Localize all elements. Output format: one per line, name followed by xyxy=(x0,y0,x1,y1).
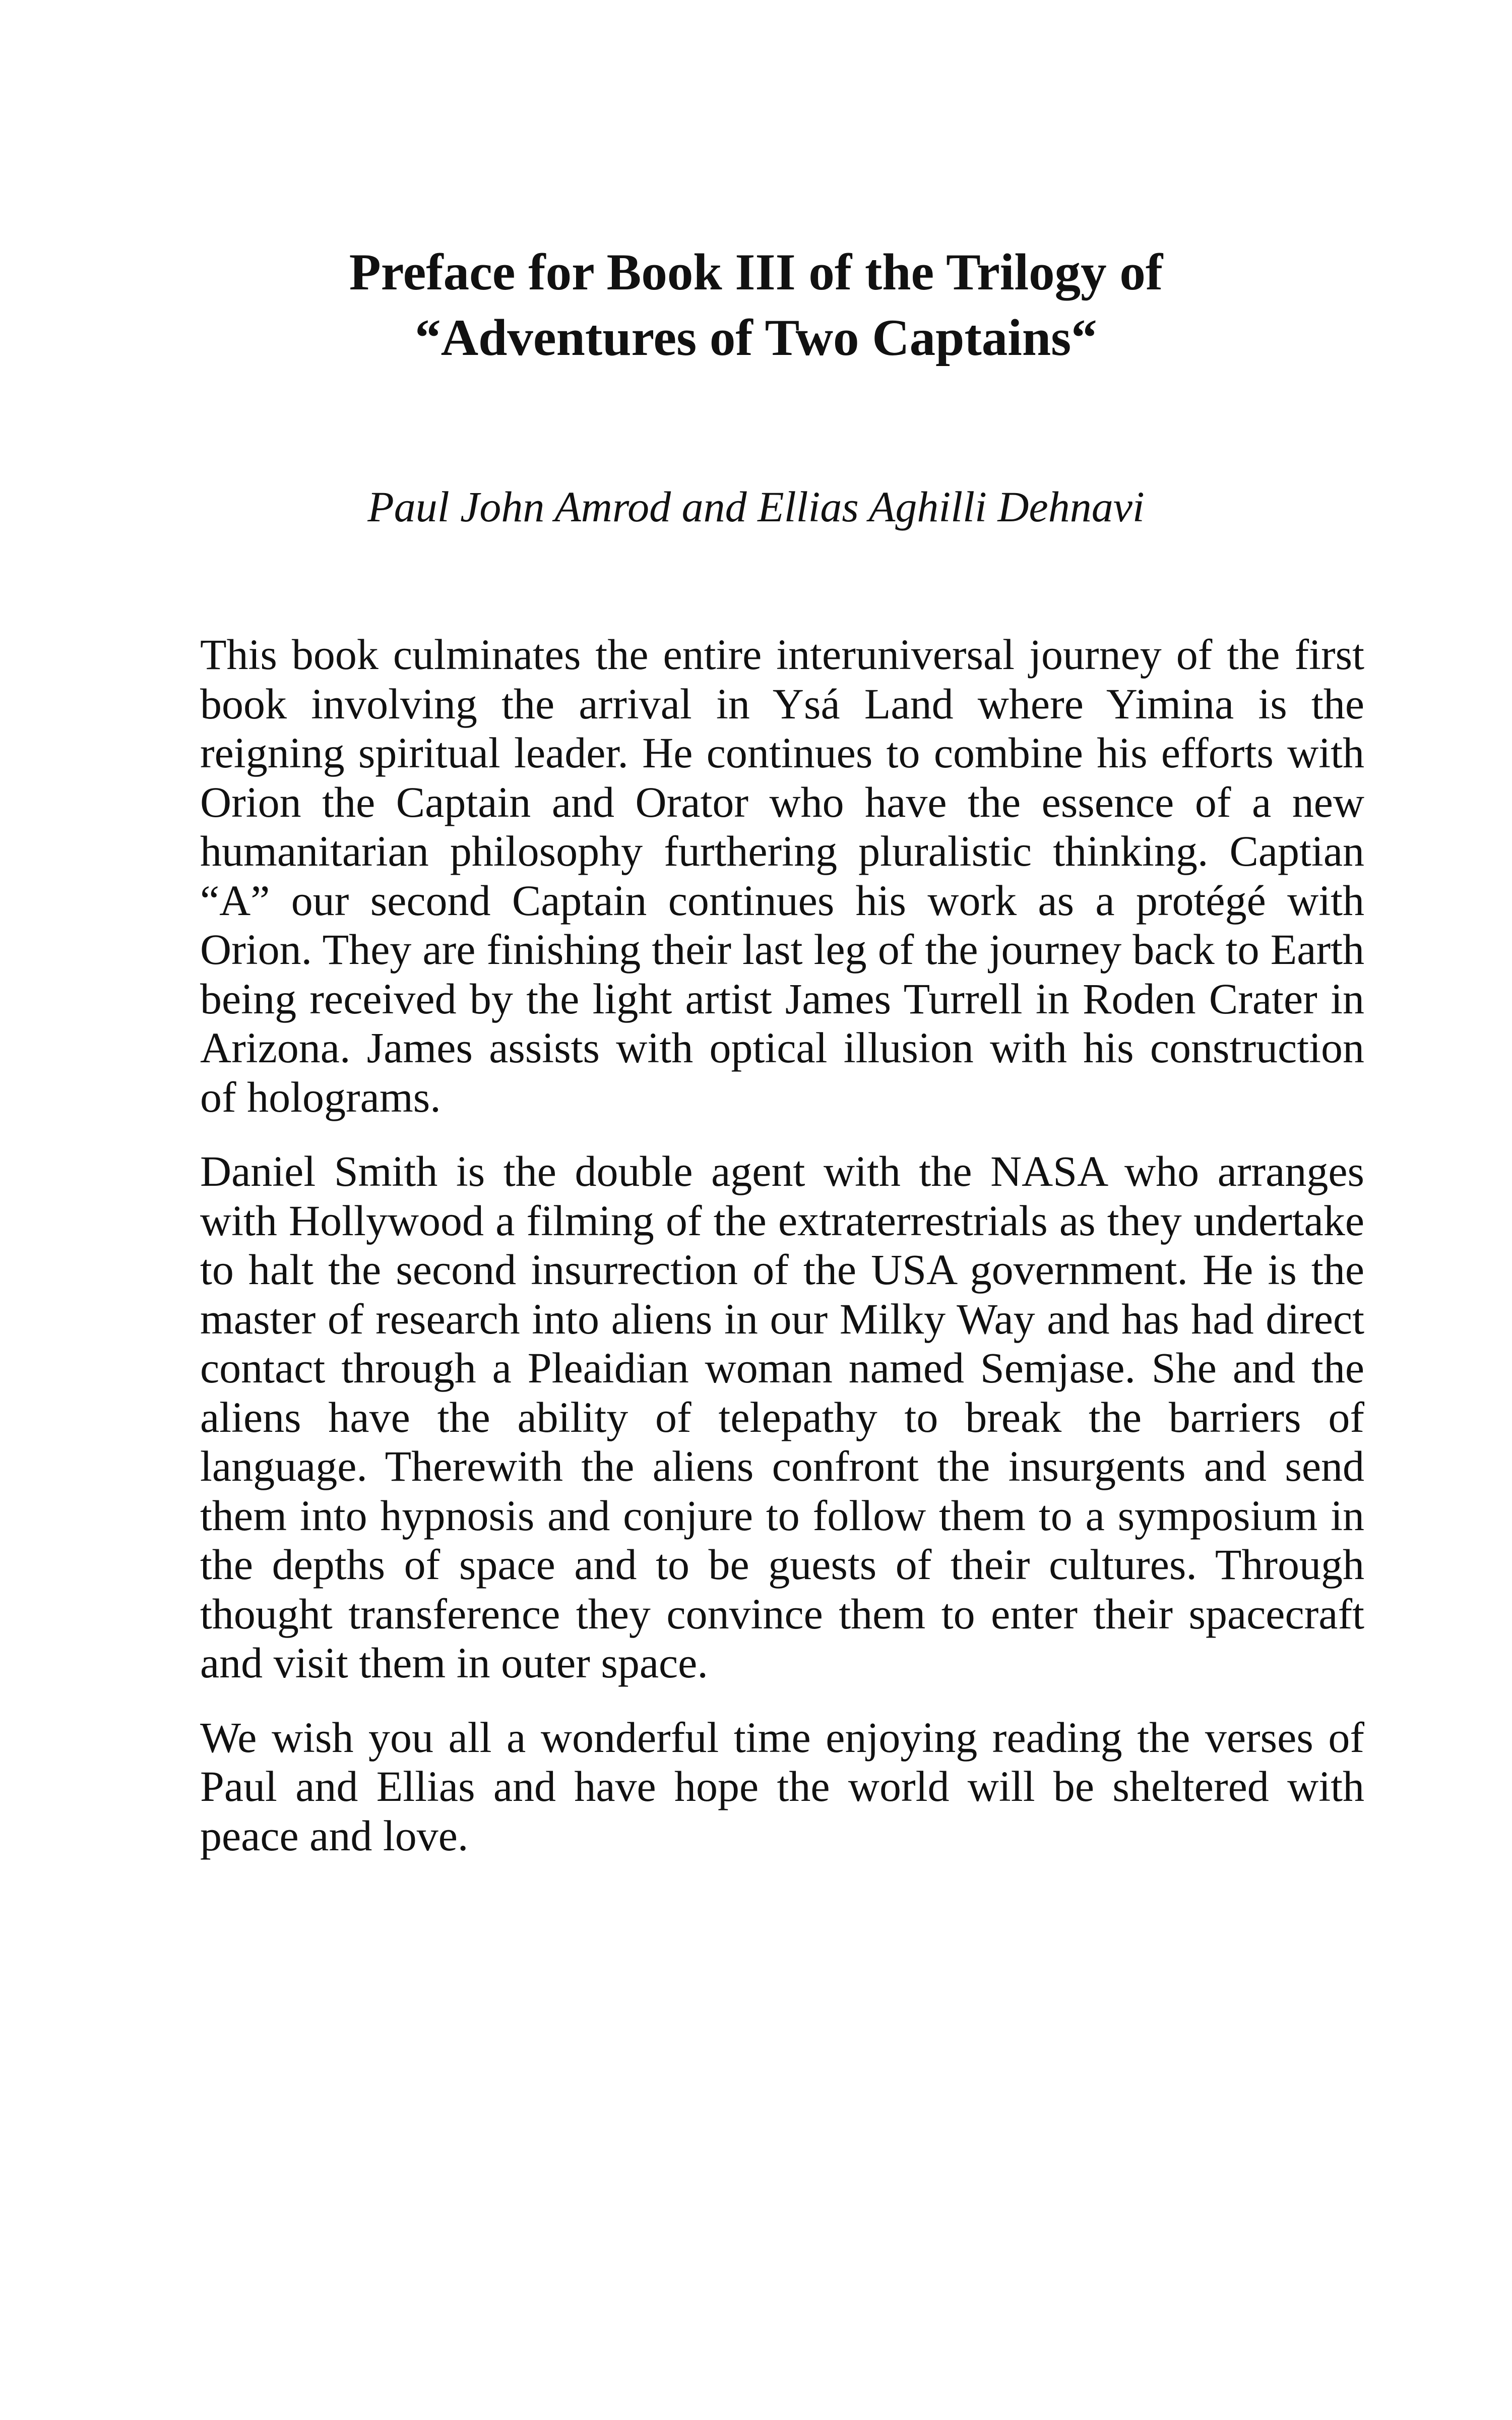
title-line-2: “Adventures of Two Captains“ xyxy=(415,309,1097,367)
title-line-1: Preface for Book III of the Trilogy of xyxy=(349,244,1163,301)
page-title xyxy=(0,239,1512,371)
paragraph-1: This book culminates the entire interuniversal journey of the first book involving the arrival in Ysá Land where Yimina is the reigning spiritual leader. He continues to combine his efforts with Orion the Captain and Orator who have the essence of a new humanitarian philosophy furthering pluralistic thinking. Captian “A” our second Captain continues his work as a protégé with Orion. They are finishing their last leg of the journey back to Earth being received by the light artist James Turrell in Roden Crater in Arizona. James assists with optical illusion with his construction of holograms. xyxy=(200,630,1364,1121)
author-byline: Paul John Amrod and Ellias Aghilli Dehnavi xyxy=(367,482,1145,531)
paragraph-3: We wish you all a wonderful time enjoying reading the verses of Paul and Ellias and have hope the world will be sheltered with peace and love. xyxy=(200,1713,1364,1860)
paragraph-2: Daniel Smith is the double agent with the NASA who arranges with Hollywood a filming of the extraterrestrials as they undertake to halt the second insurrection of the USA government. He is the master of research into aliens in our Milky Way and has had direct contact through a Pleaidian woman named Semjase. She and the aliens have the ability of telepathy to break the barriers of language. Therewith the aliens confront the insurgents and send them into hypnosis and conjure to follow them to a symposium in the depths of space and to be guests of their cultures. Through thought transference they convince them to enter their spacecraft and visit them in outer space. xyxy=(200,1147,1364,1687)
body-text xyxy=(200,630,1364,1886)
